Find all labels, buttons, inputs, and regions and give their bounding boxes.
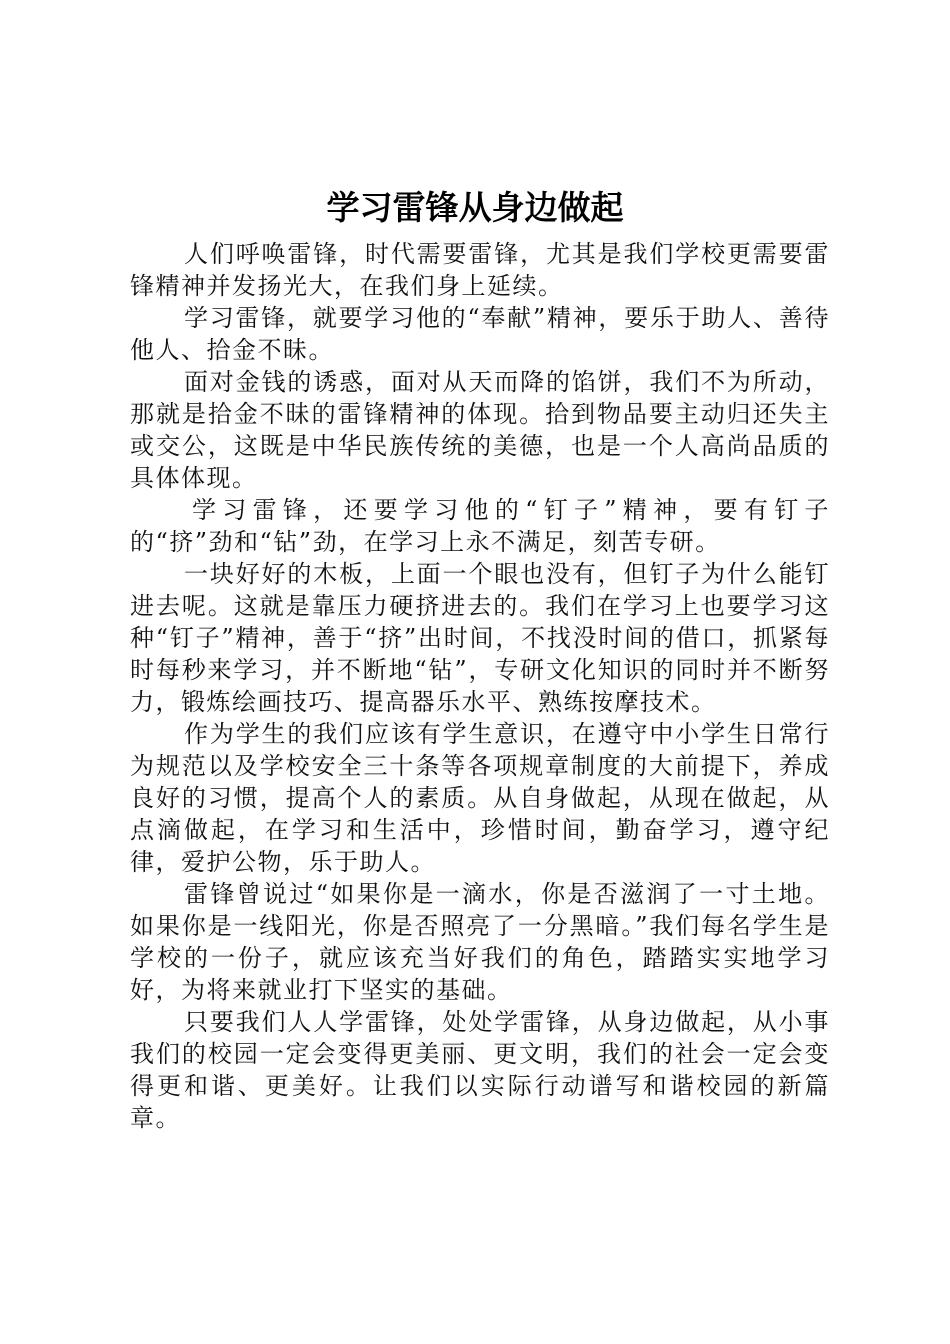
paragraph-5: 一块好好的木板，上面一个眼也没有，但钉子为什么能钉进去呢。这就是靠压力硬挤进去的。我们在学习上也要学习这种“钉子”精神，善于“挤”出时间，不找没时间的借口，抓紧每时每秒来学习，并不断地“钻”，专研文化知识的同时并不断努力，锻炼绘画技巧、提高器乐水平、熟练按摩技术。 <box>130 560 830 716</box>
paragraph-2: 学习雷锋，就要学习他的“奉献”精神，要乐于助人、善待他人、拾金不昧。 <box>130 304 830 364</box>
paragraph-8: 只要我们人人学雷锋，处处学雷锋，从身边做起，从小事我们的校园一定会变得更美丽、更文明，我们的社会一定会变得更和谐、更美好。让我们以实际行动谱写和谐校园的新篇章。 <box>130 1008 830 1132</box>
paragraph-7: 雷锋曾说过“如果你是一滴水，你是否滋润了一寸土地。如果你是一线阳光，你是否照亮了一分黑暗。”我们每名学生是学校的一份子，就应该充当好我们的角色，踏踏实实地学习好，为将来就业打下坚实的基础。 <box>130 880 830 1004</box>
paragraph-3: 面对金钱的诱惑，面对从天而降的馅饼，我们不为所动，那就是拾金不昧的雷锋精神的体现。拾到物品要主动归还失主或交公，这既是中华民族传统的美德，也是一个人高尚品质的具体体现。 <box>130 368 830 492</box>
paragraph-4: 学习雷锋，还要学习他的“钉子”精神，要有钉子的“挤”劲和“钻”劲，在学习上永不满足，刻苦专研。 <box>130 496 830 556</box>
paragraph-1: 人们呼唤雷锋，时代需要雷锋，尤其是我们学校更需要雷锋精神并发扬光大，在我们身上延续。 <box>130 240 830 300</box>
document-body <box>130 238 830 1134</box>
paragraph-6: 作为学生的我们应该有学生意识，在遵守中小学生日常行为规范以及学校安全三十条等各项规章制度的大前提下，养成良好的习惯，提高个人的素质。从自身做起，从现在做起，从点滴做起，在学习和生活中，珍惜时间，勤奋学习，遵守纪律，爱护公物，乐于助人。 <box>130 720 830 876</box>
document-title: 学习雷锋从身边做起 <box>326 188 624 227</box>
